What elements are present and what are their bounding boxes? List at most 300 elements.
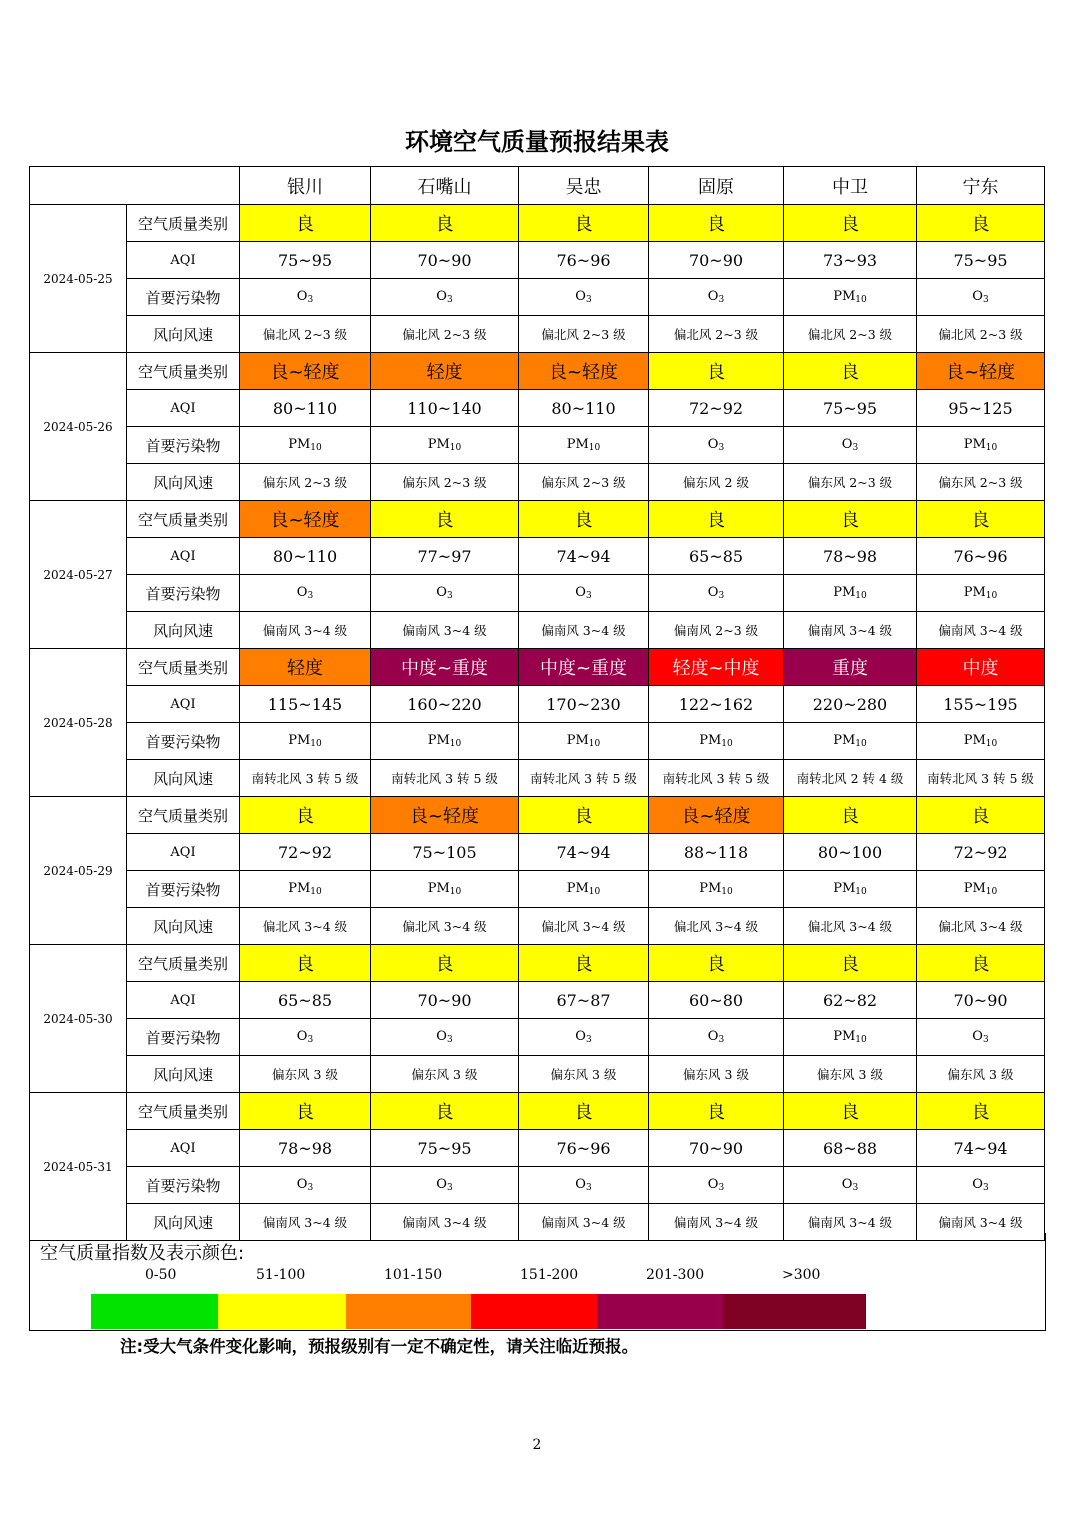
pollutant-cell xyxy=(917,427,1045,464)
pollutant-subscript: 3 xyxy=(307,591,314,601)
pollutant-symbol: O xyxy=(707,1177,719,1192)
date-cell: 2024-05-28 xyxy=(30,649,127,797)
category-cell: 良 xyxy=(784,205,917,242)
pollutant-symbol: O xyxy=(575,1029,586,1044)
pollutant-cell xyxy=(784,871,917,908)
pollutant-cell xyxy=(371,871,519,908)
wind-cell: 偏南风 2~3 级 xyxy=(649,612,784,649)
aqi-cell: 72~92 xyxy=(240,834,371,871)
pollutant-symbol: PM xyxy=(566,881,589,896)
aqi-cell: 75~95 xyxy=(371,1130,519,1167)
pollutant-subscript: 3 xyxy=(852,443,859,453)
row-label-wind: 风向风速 xyxy=(127,1204,240,1241)
category-cell: 良 xyxy=(649,501,784,538)
aqi-cell: 170~230 xyxy=(519,686,649,723)
forecast-row-aqi xyxy=(30,242,1045,279)
date-cell: 2024-05-25 xyxy=(30,205,127,353)
aqi-cell: 65~85 xyxy=(649,538,784,575)
wind-cell: 偏北风 3~4 级 xyxy=(240,908,371,945)
pollutant-cell xyxy=(784,279,917,316)
wind-cell: 南转北风 3 转 5 级 xyxy=(649,760,784,797)
pollutant-symbol: PM xyxy=(833,881,856,896)
wind-cell: 南转北风 3 转 5 级 xyxy=(917,760,1045,797)
legend-range-label: >300 xyxy=(782,1267,821,1283)
aqi-cell: 73~93 xyxy=(784,242,917,279)
wind-cell: 偏东风 3 级 xyxy=(371,1056,519,1093)
pollutant-subscript: 10 xyxy=(449,443,462,453)
pollutant-cell xyxy=(649,575,784,612)
pollutant-subscript: 3 xyxy=(585,1035,592,1045)
row-label-wind: 风向风速 xyxy=(127,1056,240,1093)
row-label-category: 空气质量类别 xyxy=(127,649,240,686)
category-cell: 良 xyxy=(519,501,649,538)
forecast-row-pollutant xyxy=(30,1019,1045,1056)
wind-cell: 偏南风 3~4 级 xyxy=(917,612,1045,649)
forecast-row-pollutant xyxy=(30,723,1045,760)
forecast-row-category xyxy=(30,945,1045,982)
forecast-row-category xyxy=(30,797,1045,834)
wind-cell: 偏南风 3~4 级 xyxy=(917,1204,1045,1241)
category-cell: 良 xyxy=(519,1093,649,1130)
pollutant-subscript: 3 xyxy=(718,1035,725,1045)
pollutant-symbol: PM xyxy=(566,733,589,748)
wind-cell: 偏东风 3 级 xyxy=(649,1056,784,1093)
pollutant-subscript: 10 xyxy=(985,443,998,453)
category-cell: 轻度 xyxy=(371,353,519,390)
aqi-cell: 72~92 xyxy=(917,834,1045,871)
category-cell: 良 xyxy=(519,797,649,834)
pollutant-symbol: O xyxy=(707,1029,719,1044)
row-label-category: 空气质量类别 xyxy=(127,945,240,982)
pollutant-cell xyxy=(519,723,649,760)
row-label-aqi: AQI xyxy=(127,538,240,575)
forecast-row-wind xyxy=(30,612,1045,649)
pollutant-subscript: 3 xyxy=(585,591,592,601)
wind-cell: 南转北风 3 转 5 级 xyxy=(240,760,371,797)
aqi-cell: 70~90 xyxy=(371,242,519,279)
forecast-row-pollutant xyxy=(30,427,1045,464)
legend-range-label: 101-150 xyxy=(384,1267,443,1283)
pollutant-cell xyxy=(240,1019,371,1056)
aqi-cell: 74~94 xyxy=(519,538,649,575)
pollutant-symbol: O xyxy=(972,289,983,304)
pollutant-symbol: PM xyxy=(699,881,722,896)
forecast-row-pollutant xyxy=(30,871,1045,908)
pollutant-symbol: PM xyxy=(833,289,856,304)
pollutant-cell xyxy=(784,1019,917,1056)
category-cell: 良 xyxy=(649,1093,784,1130)
category-cell: 良 xyxy=(519,945,649,982)
forecast-row-aqi xyxy=(30,390,1045,427)
row-label-aqi: AQI xyxy=(127,834,240,871)
row-label-pollutant: 首要污染物 xyxy=(127,1167,240,1204)
aqi-cell: 88~118 xyxy=(649,834,784,871)
row-label-aqi: AQI xyxy=(127,686,240,723)
row-label-aqi: AQI xyxy=(127,242,240,279)
header-row xyxy=(30,167,1045,205)
wind-cell: 偏北风 3~4 级 xyxy=(371,908,519,945)
category-cell: 良 xyxy=(917,501,1045,538)
forecast-row-category xyxy=(30,205,1045,242)
pollutant-cell xyxy=(784,575,917,612)
pollutant-subscript: 3 xyxy=(585,1183,592,1193)
aqi-cell: 70~90 xyxy=(649,1130,784,1167)
row-label-category: 空气质量类别 xyxy=(127,501,240,538)
category-cell: 良 xyxy=(917,945,1045,982)
pollutant-subscript: 10 xyxy=(588,887,601,897)
pollutant-cell xyxy=(649,1019,784,1056)
wind-cell: 偏南风 3~4 级 xyxy=(649,1204,784,1241)
pollutant-symbol: PM xyxy=(833,1029,856,1044)
pollutant-symbol: O xyxy=(707,585,719,600)
pollutant-cell xyxy=(371,427,519,464)
aqi-cell: 76~96 xyxy=(519,242,649,279)
category-cell: 良 xyxy=(784,353,917,390)
date-cell: 2024-05-29 xyxy=(30,797,127,945)
date-cell: 2024-05-30 xyxy=(30,945,127,1093)
pollutant-cell xyxy=(519,427,649,464)
forecast-row-category xyxy=(30,649,1045,686)
pollutant-subscript: 3 xyxy=(852,1183,859,1193)
pollutant-subscript: 3 xyxy=(982,1035,989,1045)
category-cell: 良 xyxy=(240,797,371,834)
row-label-aqi: AQI xyxy=(127,390,240,427)
category-cell: 良 xyxy=(917,797,1045,834)
category-cell: 良 xyxy=(240,1093,371,1130)
row-label-wind: 风向风速 xyxy=(127,612,240,649)
pollutant-symbol: PM xyxy=(699,733,722,748)
pollutant-subscript: 10 xyxy=(855,739,867,749)
aqi-cell: 74~94 xyxy=(917,1130,1045,1167)
forecast-table xyxy=(29,166,1045,1241)
forecast-row-wind xyxy=(30,1056,1045,1093)
pollutant-subscript: 10 xyxy=(721,887,733,897)
aqi-cell: 70~90 xyxy=(917,982,1045,1019)
row-label-category: 空气质量类别 xyxy=(127,1093,240,1130)
aqi-cell: 75~95 xyxy=(240,242,371,279)
forecast-row-pollutant xyxy=(30,1167,1045,1204)
pollutant-cell xyxy=(519,871,649,908)
legend-range-label: 151-200 xyxy=(520,1267,579,1283)
legend-color-swatch xyxy=(91,1294,218,1329)
pollutant-symbol: PM xyxy=(833,733,856,748)
pollutant-subscript: 3 xyxy=(446,1035,453,1045)
pollutant-symbol: O xyxy=(707,437,719,452)
pollutant-cell xyxy=(649,279,784,316)
pollutant-symbol: O xyxy=(436,1177,447,1192)
pollutant-symbol: PM xyxy=(963,881,986,896)
pollutant-cell xyxy=(917,1167,1045,1204)
pollutant-cell xyxy=(371,575,519,612)
aqi-cell: 76~96 xyxy=(519,1130,649,1167)
aqi-cell: 76~96 xyxy=(917,538,1045,575)
wind-cell: 偏东风 2~3 级 xyxy=(784,464,917,501)
row-label-pollutant: 首要污染物 xyxy=(127,279,240,316)
row-label-pollutant: 首要污染物 xyxy=(127,723,240,760)
pollutant-subscript: 3 xyxy=(307,295,314,305)
aqi-cell: 60~80 xyxy=(649,982,784,1019)
pollutant-subscript: 3 xyxy=(307,1183,314,1193)
pollutant-cell xyxy=(917,1019,1045,1056)
pollutant-subscript: 3 xyxy=(446,591,453,601)
header-corner xyxy=(30,167,240,205)
wind-cell: 偏北风 2~3 级 xyxy=(784,316,917,353)
pollutant-subscript: 3 xyxy=(585,295,592,305)
pollutant-subscript: 3 xyxy=(718,591,725,601)
aqi-cell: 78~98 xyxy=(240,1130,371,1167)
pollutant-cell xyxy=(519,1167,649,1204)
pollutant-cell xyxy=(649,427,784,464)
pollutant-cell xyxy=(917,723,1045,760)
legend-range-label: 0-50 xyxy=(145,1267,177,1283)
row-label-wind: 风向风速 xyxy=(127,908,240,945)
row-label-category: 空气质量类别 xyxy=(127,205,240,242)
row-label-aqi: AQI xyxy=(127,982,240,1019)
wind-cell: 偏南风 3~4 级 xyxy=(371,612,519,649)
aqi-cell: 122~162 xyxy=(649,686,784,723)
pollutant-symbol: PM xyxy=(427,437,450,452)
pollutant-symbol: O xyxy=(296,1177,308,1192)
forecast-row-category xyxy=(30,1093,1045,1130)
pollutant-cell xyxy=(519,279,649,316)
pollutant-subscript: 10 xyxy=(855,1035,867,1045)
pollutant-symbol: O xyxy=(575,289,586,304)
wind-cell: 偏南风 3~4 级 xyxy=(371,1204,519,1241)
pollutant-symbol: O xyxy=(296,1029,308,1044)
pollutant-subscript: 10 xyxy=(310,443,322,453)
pollutant-subscript: 10 xyxy=(310,739,322,749)
pollutant-cell xyxy=(371,723,519,760)
wind-cell: 偏东风 3 级 xyxy=(784,1056,917,1093)
wind-cell: 南转北风 2 转 4 级 xyxy=(784,760,917,797)
wind-cell: 偏南风 3~4 级 xyxy=(519,1204,649,1241)
pollutant-subscript: 3 xyxy=(307,1035,314,1045)
category-cell: 良~轻度 xyxy=(519,353,649,390)
category-cell: 良~轻度 xyxy=(917,353,1045,390)
date-cell: 2024-05-26 xyxy=(30,353,127,501)
aqi-cell: 80~100 xyxy=(784,834,917,871)
pollutant-subscript: 3 xyxy=(446,295,453,305)
pollutant-symbol: O xyxy=(972,1029,983,1044)
pollutant-subscript: 3 xyxy=(982,1183,989,1193)
forecast-row-aqi xyxy=(30,834,1045,871)
pollutant-cell xyxy=(240,1167,371,1204)
category-cell: 良~轻度 xyxy=(649,797,784,834)
pollutant-symbol: O xyxy=(575,1177,586,1192)
city-header: 银川 xyxy=(240,167,371,205)
wind-cell: 偏东风 3 级 xyxy=(519,1056,649,1093)
pollutant-symbol: PM xyxy=(963,585,986,600)
category-cell: 良 xyxy=(784,945,917,982)
date-cell: 2024-05-27 xyxy=(30,501,127,649)
pollutant-cell xyxy=(649,723,784,760)
forecast-row-aqi xyxy=(30,538,1045,575)
wind-cell: 偏北风 2~3 级 xyxy=(649,316,784,353)
wind-cell: 偏东风 2~3 级 xyxy=(917,464,1045,501)
category-cell: 良 xyxy=(649,353,784,390)
wind-cell: 偏南风 3~4 级 xyxy=(240,1204,371,1241)
category-cell: 良 xyxy=(784,501,917,538)
city-header: 宁东 xyxy=(917,167,1045,205)
pollutant-symbol: PM xyxy=(288,881,311,896)
pollutant-cell xyxy=(917,871,1045,908)
pollutant-subscript: 3 xyxy=(982,295,989,305)
forecast-row-aqi xyxy=(30,1130,1045,1167)
pollutant-subscript: 10 xyxy=(855,591,867,601)
row-label-category: 空气质量类别 xyxy=(127,797,240,834)
aqi-cell: 115~145 xyxy=(240,686,371,723)
pollutant-subscript: 10 xyxy=(588,739,601,749)
pollutant-subscript: 10 xyxy=(855,887,867,897)
category-cell: 良 xyxy=(519,205,649,242)
pollutant-cell xyxy=(240,723,371,760)
pollutant-symbol: PM xyxy=(427,733,450,748)
pollutant-subscript: 10 xyxy=(449,739,462,749)
pollutant-cell xyxy=(240,279,371,316)
pollutant-symbol: PM xyxy=(427,881,450,896)
page-number: 2 xyxy=(532,1437,542,1453)
wind-cell: 偏南风 3~4 级 xyxy=(519,612,649,649)
category-cell: 良 xyxy=(784,1093,917,1130)
wind-cell: 偏北风 3~4 级 xyxy=(784,908,917,945)
forecast-row-pollutant xyxy=(30,575,1045,612)
pollutant-symbol: O xyxy=(296,585,308,600)
wind-cell: 偏南风 3~4 级 xyxy=(784,612,917,649)
category-cell: 轻度 xyxy=(240,649,371,686)
date-cell: 2024-05-31 xyxy=(30,1093,127,1241)
pollutant-cell xyxy=(784,1167,917,1204)
pollutant-subscript: 3 xyxy=(718,295,725,305)
pollutant-symbol: O xyxy=(436,1029,447,1044)
pollutant-cell xyxy=(917,575,1045,612)
aqi-cell: 75~105 xyxy=(371,834,519,871)
wind-cell: 偏南风 3~4 级 xyxy=(240,612,371,649)
pollutant-symbol: O xyxy=(575,585,586,600)
pollutant-subscript: 3 xyxy=(718,443,725,453)
aqi-cell: 75~95 xyxy=(784,390,917,427)
pollutant-subscript: 10 xyxy=(449,887,462,897)
category-cell: 良 xyxy=(917,1093,1045,1130)
pollutant-cell xyxy=(240,871,371,908)
aqi-cell: 80~110 xyxy=(240,390,371,427)
city-header: 固原 xyxy=(649,167,784,205)
aqi-cell: 70~90 xyxy=(371,982,519,1019)
pollutant-symbol: O xyxy=(841,1177,853,1192)
pollutant-symbol: PM xyxy=(833,585,856,600)
pollutant-cell xyxy=(371,279,519,316)
aqi-cell: 160~220 xyxy=(371,686,519,723)
wind-cell: 偏东风 3 级 xyxy=(240,1056,371,1093)
aqi-cell: 220~280 xyxy=(784,686,917,723)
pollutant-symbol: O xyxy=(436,289,447,304)
category-cell: 重度 xyxy=(784,649,917,686)
legend-color-swatch xyxy=(597,1294,723,1329)
aqi-cell: 62~82 xyxy=(784,982,917,1019)
wind-cell: 南转北风 3 转 5 级 xyxy=(371,760,519,797)
legend-range-label: 51-100 xyxy=(256,1267,306,1283)
aqi-cell: 68~88 xyxy=(784,1130,917,1167)
category-cell: 良 xyxy=(371,205,519,242)
wind-cell: 偏北风 2~3 级 xyxy=(240,316,371,353)
wind-cell: 偏东风 2~3 级 xyxy=(519,464,649,501)
forecast-row-wind xyxy=(30,316,1045,353)
pollutant-symbol: O xyxy=(972,1177,983,1192)
wind-cell: 偏东风 2~3 级 xyxy=(371,464,519,501)
wind-cell: 偏东风 3 级 xyxy=(917,1056,1045,1093)
pollutant-symbol: PM xyxy=(288,733,311,748)
aqi-cell: 80~110 xyxy=(240,538,371,575)
pollutant-subscript: 10 xyxy=(721,739,733,749)
pollutant-symbol: O xyxy=(296,289,308,304)
legend-title: 空气质量指数及表示颜色: xyxy=(40,1243,245,1264)
pollutant-symbol: PM xyxy=(963,733,986,748)
city-header: 中卫 xyxy=(784,167,917,205)
wind-cell: 偏东风 2~3 级 xyxy=(240,464,371,501)
pollutant-cell xyxy=(784,723,917,760)
wind-cell: 偏东风 2 级 xyxy=(649,464,784,501)
category-cell: 良~轻度 xyxy=(240,501,371,538)
row-label-wind: 风向风速 xyxy=(127,316,240,353)
pollutant-subscript: 3 xyxy=(718,1183,725,1193)
row-label-aqi: AQI xyxy=(127,1130,240,1167)
aqi-cell: 110~140 xyxy=(371,390,519,427)
pollutant-cell xyxy=(784,427,917,464)
category-cell: 良 xyxy=(371,501,519,538)
pollutant-subscript: 10 xyxy=(985,887,998,897)
forecast-row-category xyxy=(30,501,1045,538)
legend-color-swatch xyxy=(218,1294,346,1329)
aqi-cell: 95~125 xyxy=(917,390,1045,427)
pollutant-cell xyxy=(371,1167,519,1204)
category-cell: 良 xyxy=(240,205,371,242)
pollutant-cell xyxy=(519,1019,649,1056)
pollutant-subscript: 3 xyxy=(446,1183,453,1193)
aqi-cell: 67~87 xyxy=(519,982,649,1019)
forecast-row-pollutant xyxy=(30,279,1045,316)
aqi-cell: 75~95 xyxy=(917,242,1045,279)
aqi-cell: 74~94 xyxy=(519,834,649,871)
category-cell: 中度 xyxy=(917,649,1045,686)
category-cell: 轻度~中度 xyxy=(649,649,784,686)
category-cell: 良~轻度 xyxy=(240,353,371,390)
wind-cell: 偏北风 3~4 级 xyxy=(649,908,784,945)
wind-cell: 偏北风 3~4 级 xyxy=(917,908,1045,945)
pollutant-cell xyxy=(240,575,371,612)
aqi-legend xyxy=(29,1233,1046,1331)
wind-cell: 偏南风 3~4 级 xyxy=(784,1204,917,1241)
footnote: 注:受大气条件变化影响，预报级别有一定不确定性，请关注临近预报。 xyxy=(120,1337,639,1356)
category-cell: 良 xyxy=(917,205,1045,242)
row-label-category: 空气质量类别 xyxy=(127,353,240,390)
forecast-row-wind xyxy=(30,464,1045,501)
category-cell: 良 xyxy=(649,205,784,242)
category-cell: 中度~重度 xyxy=(519,649,649,686)
wind-cell: 偏北风 2~3 级 xyxy=(519,316,649,353)
category-cell: 良 xyxy=(371,945,519,982)
pollutant-symbol: O xyxy=(841,437,853,452)
aqi-cell: 70~90 xyxy=(649,242,784,279)
category-cell: 良 xyxy=(649,945,784,982)
row-label-pollutant: 首要污染物 xyxy=(127,427,240,464)
pollutant-cell xyxy=(917,279,1045,316)
wind-cell: 南转北风 3 转 5 级 xyxy=(519,760,649,797)
pollutant-symbol: PM xyxy=(288,437,311,452)
category-cell: 中度~重度 xyxy=(371,649,519,686)
pollutant-subscript: 10 xyxy=(310,887,322,897)
wind-cell: 偏北风 2~3 级 xyxy=(371,316,519,353)
pollutant-cell xyxy=(519,575,649,612)
aqi-cell: 72~92 xyxy=(649,390,784,427)
